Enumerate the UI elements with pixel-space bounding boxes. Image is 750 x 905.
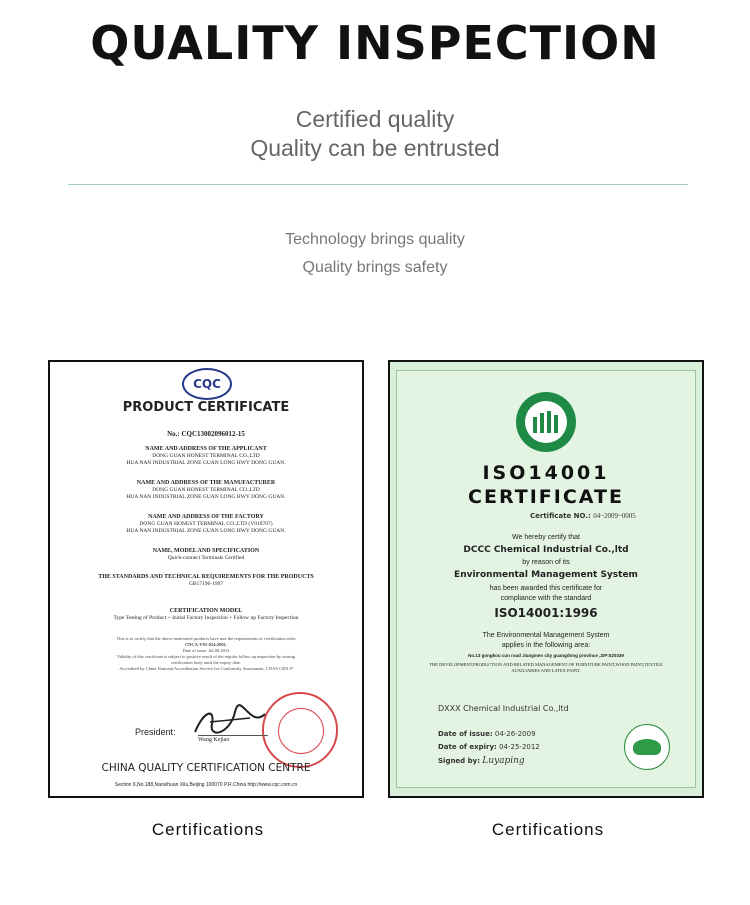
product-certificate [50,362,362,796]
compliance-line: compliance with the standard [500,595,592,602]
iso-title: ISO14001 [482,462,610,484]
model-block [60,548,352,562]
certificate-number [530,512,636,520]
subtitle-line-1: Certified quality [295,106,455,132]
issuer-name: CHINA QUALITY CERTIFICATION CENTRE [101,762,311,774]
cert-model-value: Type Testing of Product + Initial Factory Inspection + Follow up Factory Inspection [113,615,299,621]
manufacturer-name: DONG GUAN HONEST TERMINAL CO.,LTD [152,487,260,493]
awarded-line: has been awarded this certificate for [489,585,603,592]
system-name: Environmental Management System [454,570,638,580]
reason-line: by reason of its [522,559,570,566]
president-label: President: [135,727,176,737]
fine-print-1: This is to certify that the above mentioned products have met the requirements of certification rules [116,636,296,641]
tree-icon [531,409,561,435]
manufacturer-block [60,480,352,501]
cqc-logo-icon: CQC [182,368,232,400]
issuer-name: DXXX Chemical Industrial Co.,ltd [438,704,569,713]
issue-date-value: 04-26-2009 [494,730,536,738]
factory-block [60,514,352,535]
certificate-number-value: 04~2009~0005 [593,512,636,520]
caption-left: Certifications [151,820,265,839]
company-address: No.13 gongkou cun road Jiangmen city guangdong province ,ZIP:520339 [468,653,624,658]
signed-by [438,756,525,766]
fine-print-date: Date of issue: Jul.09.2013 [182,648,230,653]
certificate-title: CERTIFICATE [468,486,624,508]
applicant-block [60,446,352,467]
issue-date-label: Date of issue: [438,730,493,738]
standards-block [60,574,352,588]
tagline [0,226,750,282]
applicant-heading: NAME AND ADDRESS OF THE APPLICANT [145,446,267,452]
signed-by-value: Luyaping [482,756,525,766]
factory-name: DONG GUAN HONEST TERMINAL CO.,LTD (V018707) [139,521,273,527]
certify-line: We hereby certify that [512,534,580,541]
ems-line: The Environmental Management System [482,632,610,639]
certificate-title: PRODUCT CERTIFICATE [122,400,290,415]
certificate-number-label: Certificate NO.: [530,512,591,520]
company-name: DCCC Chemical Industrial Co.,ltd [463,545,629,555]
model-value: Quick-connect Terminals Certified [167,555,245,561]
iso-certificate [390,362,702,796]
page-title: QUALITY INSPECTION [90,16,660,70]
product-certificate-card [48,360,364,798]
fine-print-4: Accredited by China National Accreditation Service for Conformity Assessment, CNAS C001-P [119,666,293,671]
president-name: Wang Kejiao [198,737,230,743]
expiry-date-label: Date of expiry: [438,743,497,751]
caption-right: Certifications [491,820,605,839]
scope-text: THE DEVELOPMENT,PRODUCTION AND RELATED MANAGEMENT OF FURNITURE PAINT,WOOD PAINT,TEXTILE AUXILIARIES AND LATEX PAINT. [429,662,663,673]
environmental-logo-icon [516,392,576,452]
fine-print-rule: CNCA-V01-014:2001. [184,642,228,647]
cert-model-block [60,608,352,622]
applicant-name: DONG GUAN HONEST TERMINAL CO.,LTD [152,453,260,459]
subtitle-line-2: Quality can be entrusted [250,135,500,161]
standards-value: GB17196-1997 [188,581,224,587]
model-heading: NAME, MODEL AND SPECIFICATION [152,548,260,554]
standards-heading: THE STANDARDS AND TECHNICAL REQUIREMENTS FOR THE PRODUCTS [98,574,314,580]
manufacturer-address: HUA NAN INDUSTRIAL ZONE GUAN LONG HWY DONG GUAN. [126,494,286,500]
applicant-address: HUA NAN INDUSTRIAL ZONE GUAN LONG HWY DONG GUAN. [126,460,286,466]
manufacturer-heading: NAME AND ADDRESS OF THE MANUFACTURER [136,480,276,486]
cert-model-heading: CERTIFICATION MODEL [169,608,243,614]
divider [68,184,688,185]
certificate-number: No.: CQC13002096012-15 [167,430,245,438]
signature-icon [190,704,270,738]
tagline-line-2: Quality brings safety [302,259,448,276]
signature-line [198,735,268,736]
expiry-date-value: 04-25-2012 [499,743,540,751]
fine-print [60,636,352,672]
signed-by-label: Signed by: [438,757,481,765]
issue-date [438,730,536,738]
applies-line: applies in the following area: [501,642,591,649]
eco-label-icon [624,724,670,770]
fine-print-2: Validity of this certificate is subject to positive result of the regular follow up inspection by issuing [117,654,295,659]
expiry-date [438,743,540,751]
tagline-line-1: Technology brings quality [285,231,465,248]
standard-name: ISO14001:1996 [494,606,598,620]
fine-print-3: certification body until the expiry date. [170,660,242,665]
red-seal-icon [262,692,338,768]
subtitle [0,105,750,163]
issuer-address: Section 9,No.188,Nansihuan Xilu,Beijing 100070 P.R.China http://www.cqc.com.cn [114,782,298,788]
factory-heading: NAME AND ADDRESS OF THE FACTORY [148,514,264,520]
iso-certificate-card [388,360,704,798]
factory-address: HUA NAN INDUSTRIAL ZONE GUAN LONG HWY DONG GUAN. [126,528,286,534]
